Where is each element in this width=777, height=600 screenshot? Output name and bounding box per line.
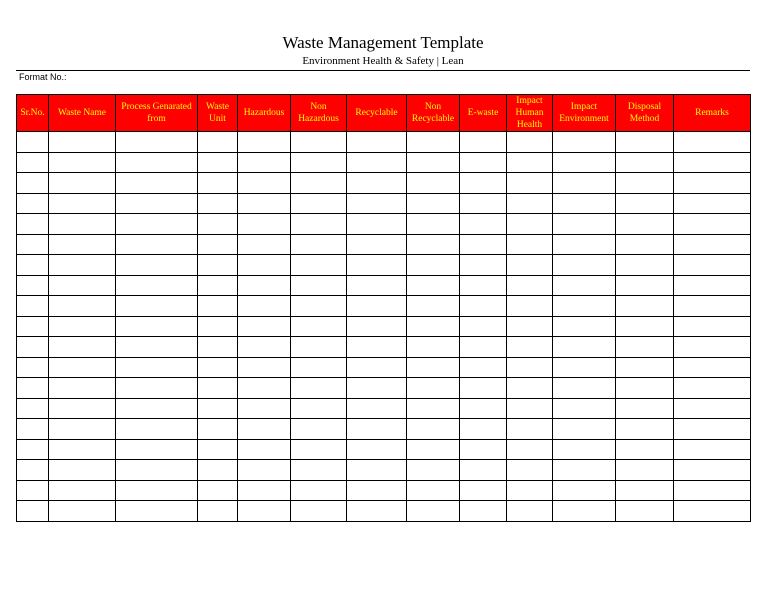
- table-cell[interactable]: [553, 234, 616, 255]
- table-cell[interactable]: [460, 439, 507, 460]
- table-cell[interactable]: [49, 419, 116, 440]
- table-cell[interactable]: [460, 480, 507, 501]
- table-cell[interactable]: [291, 357, 347, 378]
- table-cell[interactable]: [616, 173, 674, 194]
- table-row: [17, 419, 751, 440]
- table-cell[interactable]: [291, 337, 347, 358]
- table-cell[interactable]: [49, 255, 116, 276]
- table-cell[interactable]: [507, 439, 553, 460]
- table-cell[interactable]: [460, 132, 507, 153]
- table-cell[interactable]: [116, 316, 198, 337]
- table-cell[interactable]: [238, 398, 291, 419]
- table-cell[interactable]: [616, 357, 674, 378]
- column-header-waste-unit: Waste Unit: [198, 95, 238, 132]
- table-cell[interactable]: [291, 398, 347, 419]
- column-header-process-generated-from: Process Genarated from: [116, 95, 198, 132]
- table-row: [17, 316, 751, 337]
- table-cell[interactable]: [616, 316, 674, 337]
- document-title: Waste Management Template: [282, 33, 484, 52]
- column-header-e-waste: E-waste: [460, 95, 507, 132]
- table-cell[interactable]: [347, 460, 407, 481]
- format-no-label: Format No.:: [19, 72, 67, 82]
- table-cell[interactable]: [616, 378, 674, 399]
- table-cell[interactable]: [674, 419, 751, 440]
- table-cell[interactable]: [17, 398, 49, 419]
- table-cell[interactable]: [674, 234, 751, 255]
- table-cell[interactable]: [616, 234, 674, 255]
- table-cell[interactable]: [116, 173, 198, 194]
- table-cell[interactable]: [49, 296, 116, 317]
- table-row: [17, 193, 751, 214]
- table-cell[interactable]: [347, 316, 407, 337]
- table-cell[interactable]: [291, 173, 347, 194]
- table-cell[interactable]: [347, 378, 407, 399]
- table-cell[interactable]: [291, 132, 347, 153]
- table-cell[interactable]: [198, 255, 238, 276]
- table-cell[interactable]: [49, 337, 116, 358]
- table-cell[interactable]: [347, 480, 407, 501]
- table-cell[interactable]: [674, 439, 751, 460]
- table-cell[interactable]: [116, 275, 198, 296]
- table-cell[interactable]: [407, 480, 460, 501]
- table-cell[interactable]: [347, 214, 407, 235]
- table-cell[interactable]: [347, 275, 407, 296]
- table-cell[interactable]: [49, 152, 116, 173]
- table-cell[interactable]: [198, 480, 238, 501]
- table-cell[interactable]: [291, 460, 347, 481]
- table-cell[interactable]: [116, 357, 198, 378]
- table-cell[interactable]: [407, 152, 460, 173]
- table-cell[interactable]: [507, 337, 553, 358]
- column-header-sr-no: Sr.No.: [17, 95, 49, 132]
- table-cell[interactable]: [553, 398, 616, 419]
- table-cell[interactable]: [507, 214, 553, 235]
- table-row: [17, 214, 751, 235]
- document-subtitle: Environment Health & Safety | Lean: [302, 55, 464, 67]
- table-cell[interactable]: [507, 480, 553, 501]
- table-cell[interactable]: [17, 152, 49, 173]
- table-cell[interactable]: [553, 152, 616, 173]
- table-cell[interactable]: [616, 296, 674, 317]
- table-cell[interactable]: [198, 460, 238, 481]
- table-cell[interactable]: [347, 132, 407, 153]
- table-cell[interactable]: [616, 439, 674, 460]
- table-cell[interactable]: [17, 439, 49, 460]
- table-cell[interactable]: [553, 193, 616, 214]
- table-cell[interactable]: [553, 132, 616, 153]
- table-cell[interactable]: [238, 439, 291, 460]
- table-cell[interactable]: [238, 419, 291, 440]
- table-cell[interactable]: [238, 378, 291, 399]
- table-cell[interactable]: [460, 296, 507, 317]
- table-cell[interactable]: [17, 501, 49, 522]
- table-cell[interactable]: [616, 480, 674, 501]
- table-cell[interactable]: [674, 193, 751, 214]
- table-cell[interactable]: [17, 296, 49, 317]
- table-cell[interactable]: [238, 234, 291, 255]
- table-cell[interactable]: [291, 275, 347, 296]
- table-cell[interactable]: [291, 439, 347, 460]
- table-cell[interactable]: [347, 501, 407, 522]
- table-cell[interactable]: [616, 398, 674, 419]
- table-cell[interactable]: [238, 152, 291, 173]
- table-cell[interactable]: [616, 501, 674, 522]
- table-row: [17, 275, 751, 296]
- table-cell[interactable]: [460, 419, 507, 440]
- table-cell[interactable]: [291, 234, 347, 255]
- table-cell[interactable]: [49, 480, 116, 501]
- table-cell[interactable]: [17, 460, 49, 481]
- table-cell[interactable]: [238, 460, 291, 481]
- table-cell[interactable]: [407, 378, 460, 399]
- table-cell[interactable]: [17, 337, 49, 358]
- table-cell[interactable]: [17, 234, 49, 255]
- table-cell[interactable]: [460, 337, 507, 358]
- table-cell[interactable]: [347, 173, 407, 194]
- table-cell[interactable]: [49, 173, 116, 194]
- table-cell[interactable]: [507, 255, 553, 276]
- table-cell[interactable]: [238, 214, 291, 235]
- table-cell[interactable]: [17, 480, 49, 501]
- table-cell[interactable]: [198, 337, 238, 358]
- table-cell[interactable]: [49, 378, 116, 399]
- table-cell[interactable]: [49, 214, 116, 235]
- table-cell[interactable]: [460, 501, 507, 522]
- table-cell[interactable]: [49, 501, 116, 522]
- table-cell[interactable]: [460, 214, 507, 235]
- table-cell[interactable]: [553, 337, 616, 358]
- table-cell[interactable]: [553, 460, 616, 481]
- table-row: [17, 398, 751, 419]
- table-cell[interactable]: [507, 132, 553, 153]
- table-cell[interactable]: [198, 378, 238, 399]
- table-cell[interactable]: [347, 152, 407, 173]
- table-cell[interactable]: [507, 357, 553, 378]
- table-cell[interactable]: [49, 132, 116, 153]
- table-cell[interactable]: [198, 193, 238, 214]
- table-cell[interactable]: [238, 296, 291, 317]
- table-cell[interactable]: [347, 337, 407, 358]
- table-cell[interactable]: [347, 234, 407, 255]
- table-cell[interactable]: [674, 132, 751, 153]
- table-cell[interactable]: [347, 398, 407, 419]
- table-cell[interactable]: [407, 255, 460, 276]
- header-divider: [16, 70, 750, 71]
- table-cell[interactable]: [198, 152, 238, 173]
- table-cell[interactable]: [17, 193, 49, 214]
- table-cell[interactable]: [347, 255, 407, 276]
- table-cell[interactable]: [407, 398, 460, 419]
- table-cell[interactable]: [460, 357, 507, 378]
- table-cell[interactable]: [238, 357, 291, 378]
- table-cell[interactable]: [460, 255, 507, 276]
- table-cell[interactable]: [198, 173, 238, 194]
- table-cell[interactable]: [460, 193, 507, 214]
- table-cell[interactable]: [116, 378, 198, 399]
- table-cell[interactable]: [291, 214, 347, 235]
- table-cell[interactable]: [674, 398, 751, 419]
- table-cell[interactable]: [616, 132, 674, 153]
- column-header-non-hazardous: Non Hazardous: [291, 95, 347, 132]
- table-cell[interactable]: [553, 357, 616, 378]
- table-cell[interactable]: [17, 316, 49, 337]
- table-cell[interactable]: [49, 234, 116, 255]
- table-cell[interactable]: [238, 173, 291, 194]
- table-cell[interactable]: [116, 439, 198, 460]
- table-cell[interactable]: [116, 296, 198, 317]
- table-row: [17, 296, 751, 317]
- table-cell[interactable]: [507, 152, 553, 173]
- table-body: [17, 132, 751, 522]
- table-cell[interactable]: [460, 398, 507, 419]
- table-cell[interactable]: [507, 378, 553, 399]
- table-cell[interactable]: [116, 152, 198, 173]
- table-cell[interactable]: [291, 501, 347, 522]
- table-cell[interactable]: [616, 193, 674, 214]
- table-cell[interactable]: [407, 460, 460, 481]
- table-cell[interactable]: [407, 439, 460, 460]
- table-cell[interactable]: [407, 275, 460, 296]
- table-cell[interactable]: [198, 296, 238, 317]
- table-cell[interactable]: [507, 193, 553, 214]
- table-cell[interactable]: [507, 460, 553, 481]
- table-cell[interactable]: [674, 255, 751, 276]
- table-cell[interactable]: [291, 296, 347, 317]
- table-row: [17, 501, 751, 522]
- table-cell[interactable]: [674, 152, 751, 173]
- table-cell[interactable]: [674, 337, 751, 358]
- table-cell[interactable]: [49, 460, 116, 481]
- table-cell[interactable]: [198, 316, 238, 337]
- table-cell[interactable]: [553, 255, 616, 276]
- table-cell[interactable]: [674, 214, 751, 235]
- table-cell[interactable]: [407, 296, 460, 317]
- table-cell[interactable]: [460, 152, 507, 173]
- table-cell[interactable]: [116, 255, 198, 276]
- table-cell[interactable]: [198, 275, 238, 296]
- table-cell[interactable]: [116, 480, 198, 501]
- table-cell[interactable]: [291, 419, 347, 440]
- column-header-impact-environment: Impact Environment: [553, 95, 616, 132]
- table-cell[interactable]: [460, 378, 507, 399]
- table-cell[interactable]: [116, 132, 198, 153]
- table-cell[interactable]: [116, 501, 198, 522]
- table-row: [17, 460, 751, 481]
- table-cell[interactable]: [17, 214, 49, 235]
- table-cell[interactable]: [347, 439, 407, 460]
- table-cell[interactable]: [49, 357, 116, 378]
- table-cell[interactable]: [507, 316, 553, 337]
- table-cell[interactable]: [507, 296, 553, 317]
- table-cell[interactable]: [407, 501, 460, 522]
- table-cell[interactable]: [407, 337, 460, 358]
- table-cell[interactable]: [460, 460, 507, 481]
- table-cell[interactable]: [407, 316, 460, 337]
- table-cell[interactable]: [49, 398, 116, 419]
- table-cell[interactable]: [674, 275, 751, 296]
- table-cell[interactable]: [616, 214, 674, 235]
- table-cell[interactable]: [116, 234, 198, 255]
- table-cell[interactable]: [407, 193, 460, 214]
- column-header-recyclable: Recyclable: [347, 95, 407, 132]
- table-cell[interactable]: [49, 193, 116, 214]
- table-row: [17, 357, 751, 378]
- column-header-hazardous: Hazardous: [238, 95, 291, 132]
- table-row: [17, 378, 751, 399]
- table-cell[interactable]: [553, 214, 616, 235]
- table-cell[interactable]: [17, 357, 49, 378]
- table-cell[interactable]: [460, 316, 507, 337]
- table-cell[interactable]: [49, 275, 116, 296]
- table-cell[interactable]: [347, 296, 407, 317]
- table-cell[interactable]: [507, 234, 553, 255]
- column-header-non-recyclable: Non Recyclable: [407, 95, 460, 132]
- table-cell[interactable]: [616, 275, 674, 296]
- table-cell[interactable]: [198, 419, 238, 440]
- table-cell[interactable]: [49, 316, 116, 337]
- table-cell[interactable]: [238, 275, 291, 296]
- table-cell[interactable]: [674, 378, 751, 399]
- table-cell[interactable]: [291, 480, 347, 501]
- table-cell[interactable]: [674, 316, 751, 337]
- table-cell[interactable]: [238, 480, 291, 501]
- table-row: [17, 132, 751, 153]
- table-cell[interactable]: [553, 439, 616, 460]
- table-cell[interactable]: [553, 316, 616, 337]
- table-cell[interactable]: [674, 480, 751, 501]
- table-cell[interactable]: [347, 193, 407, 214]
- column-header-remarks: Remarks: [674, 95, 751, 132]
- table-cell[interactable]: [198, 214, 238, 235]
- table-cell[interactable]: [116, 193, 198, 214]
- table-cell[interactable]: [507, 275, 553, 296]
- table-cell[interactable]: [616, 419, 674, 440]
- column-header-disposal-method: Disposal Method: [616, 95, 674, 132]
- table-cell[interactable]: [238, 132, 291, 153]
- table-cell[interactable]: [198, 398, 238, 419]
- column-header-waste-name: Waste Name: [49, 95, 116, 132]
- table-cell[interactable]: [553, 419, 616, 440]
- table-cell[interactable]: [291, 316, 347, 337]
- table-cell[interactable]: [17, 275, 49, 296]
- table-cell[interactable]: [553, 296, 616, 317]
- table-cell[interactable]: [198, 234, 238, 255]
- table-cell[interactable]: [291, 378, 347, 399]
- table-cell[interactable]: [616, 255, 674, 276]
- table-cell[interactable]: [407, 132, 460, 153]
- table-cell[interactable]: [238, 501, 291, 522]
- table-cell[interactable]: [674, 460, 751, 481]
- table-cell[interactable]: [553, 480, 616, 501]
- table-cell[interactable]: [238, 316, 291, 337]
- table-cell[interactable]: [238, 337, 291, 358]
- waste-management-table: [16, 94, 751, 522]
- table-cell[interactable]: [674, 501, 751, 522]
- table-header-row: [17, 95, 751, 132]
- column-header-impact-human-health: Impact Human Health: [507, 95, 553, 132]
- table-row: [17, 152, 751, 173]
- table-cell[interactable]: [116, 460, 198, 481]
- table-cell[interactable]: [674, 357, 751, 378]
- table-cell[interactable]: [616, 152, 674, 173]
- table-cell[interactable]: [507, 398, 553, 419]
- table-cell[interactable]: [17, 378, 49, 399]
- table-cell[interactable]: [553, 378, 616, 399]
- table-cell[interactable]: [674, 296, 751, 317]
- table-row: [17, 439, 751, 460]
- table-cell[interactable]: [198, 439, 238, 460]
- table-cell[interactable]: [460, 234, 507, 255]
- table-cell[interactable]: [238, 193, 291, 214]
- table-cell[interactable]: [291, 193, 347, 214]
- table-cell[interactable]: [407, 357, 460, 378]
- table-cell[interactable]: [198, 357, 238, 378]
- table-cell[interactable]: [507, 419, 553, 440]
- table-cell[interactable]: [347, 419, 407, 440]
- table-cell[interactable]: [291, 152, 347, 173]
- table-cell[interactable]: [407, 173, 460, 194]
- table-cell[interactable]: [198, 501, 238, 522]
- table-cell[interactable]: [116, 398, 198, 419]
- table-cell[interactable]: [291, 255, 347, 276]
- table-cell[interactable]: [407, 214, 460, 235]
- table-cell[interactable]: [616, 337, 674, 358]
- table-cell[interactable]: [507, 173, 553, 194]
- table-cell[interactable]: [553, 173, 616, 194]
- table-cell[interactable]: [17, 173, 49, 194]
- table-cell[interactable]: [460, 275, 507, 296]
- table-cell[interactable]: [116, 337, 198, 358]
- table-row: [17, 337, 751, 358]
- table-cell[interactable]: [347, 357, 407, 378]
- table-row: [17, 234, 751, 255]
- table-cell[interactable]: [407, 419, 460, 440]
- table-row: [17, 480, 751, 501]
- table-row: [17, 255, 751, 276]
- table-cell[interactable]: [49, 439, 116, 460]
- table-cell[interactable]: [553, 501, 616, 522]
- table-cell[interactable]: [116, 214, 198, 235]
- table-cell[interactable]: [674, 173, 751, 194]
- table-cell[interactable]: [460, 173, 507, 194]
- table-cell[interactable]: [17, 132, 49, 153]
- table-cell[interactable]: [17, 419, 49, 440]
- table-row: [17, 173, 751, 194]
- table-cell[interactable]: [116, 419, 198, 440]
- table-cell[interactable]: [198, 132, 238, 153]
- table-cell[interactable]: [553, 275, 616, 296]
- table-cell[interactable]: [238, 255, 291, 276]
- table-cell[interactable]: [507, 501, 553, 522]
- table-cell[interactable]: [17, 255, 49, 276]
- table-cell[interactable]: [407, 234, 460, 255]
- table-cell[interactable]: [616, 460, 674, 481]
